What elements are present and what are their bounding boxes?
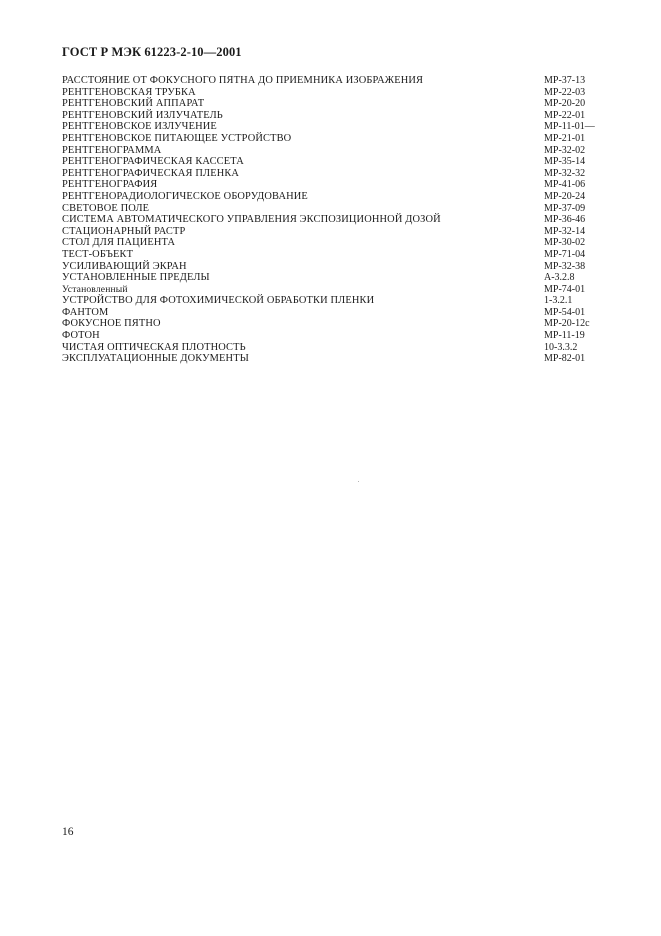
term-row [62,353,602,365]
term-name: РЕНТГЕНОВСКОЕ ПИТАЮЩЕЕ УСТРОЙСТВО [62,132,292,144]
term-row [62,156,602,168]
term-name: РЕНТГЕНОРАДИОЛОГИЧЕСКОЕ ОБОРУДОВАНИЕ [62,190,308,202]
term-row [62,110,602,122]
term-reference: МР-54-01 [544,306,586,318]
scan-speck [358,481,359,482]
document-header: ГОСТ Р МЭК 61223-2-10—2001 [62,45,242,59]
term-reference: А-3.2.8 [544,272,575,284]
term-row [62,214,602,226]
term-reference: МР-36-46 [544,214,586,226]
term-index-list [62,75,602,365]
term-name: ФОТОН [62,330,100,342]
term-row [62,284,602,296]
term-row [62,98,602,110]
term-reference: МР-22-01 [544,109,586,121]
term-reference: МР-20-12с [544,318,590,330]
term-name: РЕНТГЕНОГРАММА [62,144,162,156]
term-row [62,237,602,249]
term-row [62,203,602,215]
term-name: РАССТОЯНИЕ ОТ ФОКУСНОГО ПЯТНА ДО ПРИЕМНИКА ИЗОБРАЖЕНИЯ [62,75,424,86]
term-reference: МР-32-38 [544,260,586,272]
term-name: ЭКСПЛУАТАЦИОННЫЕ ДОКУМЕНТЫ [62,353,249,365]
term-reference: МР-32-32 [544,167,586,179]
term-name: СИСТЕМА АВТОМАТИЧЕСКОГО УПРАВЛЕНИЯ ЭКСПОЗИЦИОННОЙ ДОЗОЙ [62,214,441,226]
term-name: ФОКУСНОЕ ПЯТНО [62,318,161,330]
term-reference: МР-22-03 [544,86,586,98]
term-row [62,307,602,319]
term-name: ЧИСТАЯ ОПТИЧЕСКАЯ ПЛОТНОСТЬ [62,341,246,353]
term-reference: МР-21-01 [544,132,586,144]
page-number: 16 [62,826,74,838]
term-row [62,272,602,284]
term-name: ТЕСТ-ОБЪЕКТ [62,248,134,260]
term-reference: МР-37-09 [544,202,586,214]
term-row [62,330,602,342]
term-reference: МР-20-24 [544,190,586,202]
term-reference: МР-30-02 [544,237,586,249]
term-name: УСИЛИВАЮЩИЙ ЭКРАН [62,260,187,272]
term-reference: МР-32-02 [544,144,586,156]
term-name: РЕНТГЕНОГРАФИЧЕСКАЯ ПЛЕНКА [62,167,240,179]
term-row [62,133,602,145]
term-row [62,145,602,157]
term-name: РЕНТГЕНОВСКИЙ ИЗЛУЧАТЕЛЬ [62,109,223,121]
term-name: РЕНТГЕНОГРАФИЯ [62,179,158,191]
term-reference: МР-82-01 [544,353,586,365]
term-reference: 1-3.2.1 [544,295,573,307]
term-reference: МР-37-13 [544,75,586,86]
term-reference: МР-35-14 [544,156,586,168]
term-row [62,261,602,273]
term-name: РЕНТГЕНОВСКОЕ ИЗЛУЧЕНИЕ [62,121,217,133]
term-row [62,295,602,307]
term-name: Установленный [62,283,128,295]
term-name: СВЕТОВОЕ ПОЛЕ [62,202,150,214]
term-name: ФАНТОМ [62,306,109,318]
term-reference: 10-3.3.2 [544,341,578,353]
term-reference: МР-11-01— [544,121,595,133]
term-row [62,226,602,238]
term-name: РЕНТГЕНОГРАФИЧЕСКАЯ КАССЕТА [62,156,244,168]
term-row [62,121,602,133]
term-reference: МР-11-19 [544,330,585,342]
term-reference: МР-74-01 [544,283,586,295]
term-row [62,87,602,99]
term-name: СТОЛ ДЛЯ ПАЦИЕНТА [62,237,176,249]
term-row [62,179,602,191]
term-row [62,191,602,203]
term-name: СТАЦИОНАРНЫЙ РАСТР [62,225,186,237]
term-reference: МР-71-04 [544,248,586,260]
term-name: УСТРОЙСТВО ДЛЯ ФОТОХИМИЧЕСКОЙ ОБРАБОТКИ ПЛЕНКИ [62,295,375,307]
term-name: РЕНТГЕНОВСКАЯ ТРУБКА [62,86,196,98]
term-row [62,168,602,180]
term-reference: МР-41-06 [544,179,586,191]
term-row [62,75,602,87]
term-row [62,249,602,261]
term-reference: МР-20-20 [544,98,586,110]
term-row [62,318,602,330]
term-reference: МР-32-14 [544,225,586,237]
term-name: УСТАНОВЛЕННЫЕ ПРЕДЕЛЫ [62,272,210,284]
term-name: РЕНТГЕНОВСКИЙ АППАРАТ [62,98,205,110]
term-row [62,342,602,354]
